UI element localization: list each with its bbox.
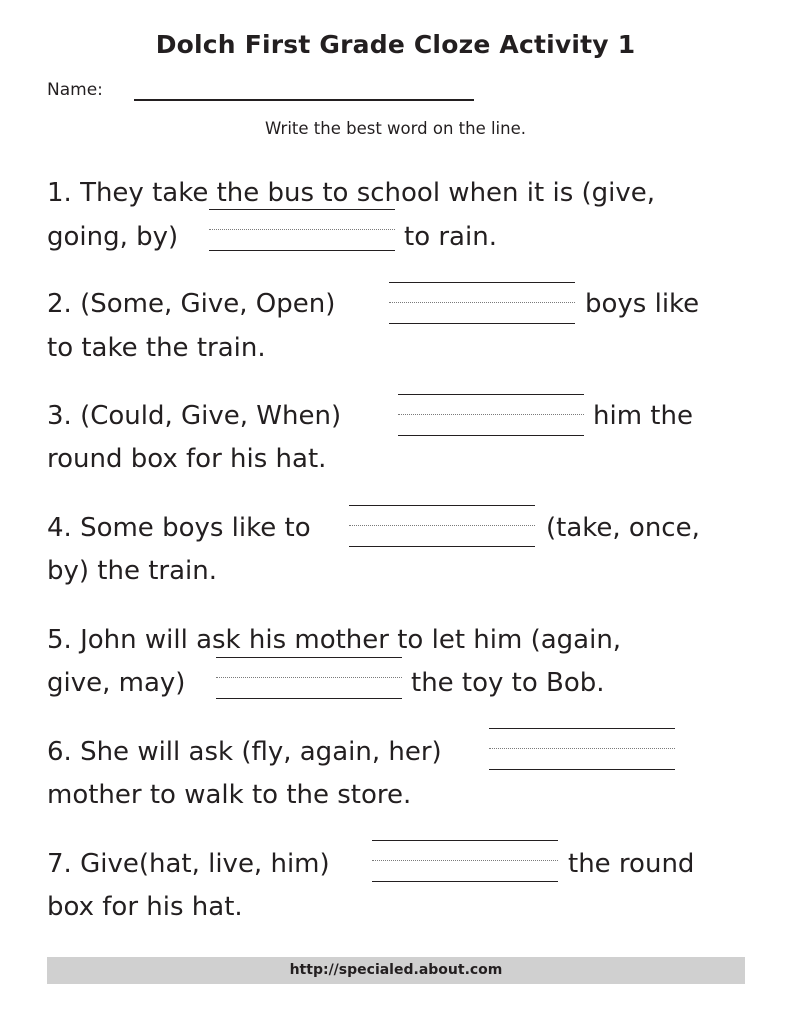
blank-middle-dotted-rule (389, 302, 575, 303)
blank-bottom-rule (389, 323, 575, 324)
blank-bottom-rule (398, 435, 584, 436)
question-2-line-1a: 2. (Some, Give, Open) (47, 289, 336, 319)
blank-top-rule (398, 394, 584, 395)
answer-blank-5[interactable] (216, 657, 402, 699)
question-7-line-2: box for his hat. (47, 892, 243, 922)
question-6-line-2: mother to walk to the store. (47, 780, 412, 810)
page-title: Dolch First Grade Cloze Activity 1 (155, 30, 636, 59)
answer-blank-6[interactable] (489, 728, 675, 770)
name-label: Name: (47, 80, 103, 100)
question-6-line-1: 6. She will ask (fly, again, her) (47, 737, 442, 767)
answer-blank-7[interactable] (372, 840, 558, 882)
blank-bottom-rule (216, 698, 402, 699)
question-1-line-2b: to rain. (404, 222, 497, 252)
answer-blank-4[interactable] (349, 505, 535, 547)
question-5-line-2b: the toy to Bob. (411, 668, 605, 698)
answer-blank-2[interactable] (389, 282, 575, 324)
question-4-line-2: by) the train. (47, 556, 218, 586)
blank-top-rule (389, 282, 575, 283)
footer-bar (47, 957, 745, 984)
blank-middle-dotted-rule (398, 414, 584, 415)
question-3-line-1a: 3. (Could, Give, When) (47, 401, 342, 431)
question-1-line-2a: going, by) (47, 222, 179, 252)
blank-top-rule (372, 840, 558, 841)
blank-middle-dotted-rule (489, 748, 675, 749)
blank-bottom-rule (209, 250, 395, 251)
question-7-line-1b: the round (568, 849, 695, 879)
blank-middle-dotted-rule (216, 677, 402, 678)
question-3-line-1b: him the (593, 401, 693, 431)
question-2-line-2: to take the train. (47, 333, 266, 363)
blank-middle-dotted-rule (209, 229, 395, 230)
blank-top-rule (216, 657, 402, 658)
question-2-line-1b: boys like (585, 289, 700, 319)
question-3-line-2: round box for his hat. (47, 444, 327, 474)
instructions: Write the best word on the line. (264, 119, 526, 138)
blank-bottom-rule (489, 769, 675, 770)
question-5-line-1: 5. John will ask his mother to let him (again, (47, 625, 622, 655)
question-4-line-1a: 4. Some boys like to (47, 513, 311, 543)
question-4-line-1b: (take, once, (546, 513, 700, 543)
answer-blank-1[interactable] (209, 209, 395, 251)
question-7-line-1a: 7. Give(hat, live, him) (47, 849, 330, 879)
question-1-line-1: 1. They take the bus to school when it is (give, (47, 178, 656, 208)
blank-middle-dotted-rule (372, 860, 558, 861)
blank-bottom-rule (372, 881, 558, 882)
answer-blank-3[interactable] (398, 394, 584, 436)
question-5-line-2a: give, may) (47, 668, 186, 698)
blank-top-rule (209, 209, 395, 210)
blank-top-rule (349, 505, 535, 506)
blank-bottom-rule (349, 546, 535, 547)
name-answer-line[interactable] (134, 99, 474, 101)
blank-middle-dotted-rule (349, 525, 535, 526)
blank-top-rule (489, 728, 675, 729)
footer-url[interactable]: http://specialed.about.com (289, 962, 503, 978)
